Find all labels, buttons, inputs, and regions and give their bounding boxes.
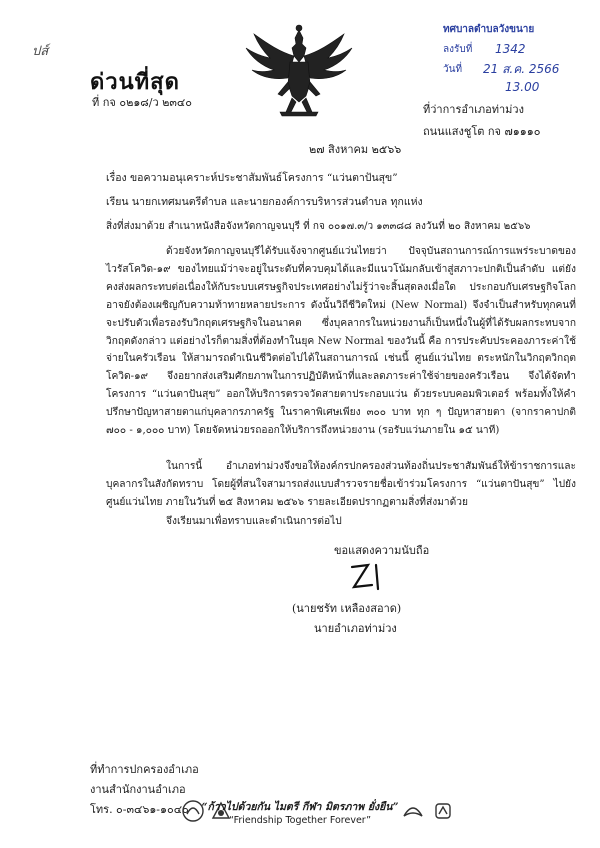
paragraph-1-text: ด้วยจังหวัดกาญจนบุรีได้รับแจ้งจากศูนย์แว่นไทยว่า ปัจจุบันสถานการณ์การแพร่ระบาดของไวรัสโควิด-๑๙ ของไทยแม้ว่าจะอยู่ในระดับที่ควบคุมได้และมีแนวโน้มกลับเข้าสู่สภาวะปกติเป็นลำดับ แต่ยังคงส่งผลกระทบต่อเนื่องให้กับระบบเศรษฐกิจประเทศอย่างไม่รู้ว่าจะสิ้นสุดลงเมื่อใด ประกอบกับเศรษฐกิจโลกอาจยังต้องเผชิญกับความท้าทายหลายประการ ดังนั้นวิถีชีวิตใหม่ (New Normal) จึงจำเป็นสำหรับทุกคนที่จะปรับตัวเพื่อรองรับวิกฤตเศรษฐกิจในอนาคต ซึ่งบุคลากรในหน่วยงานก็เป็นหนึ่งในผู้ที่ได้รับผลกระทบจากวิกฤตดังกล่าว แต่อย่างไรก็ตามสิ่งที่ต้องทำในยุค New Normal ของวันนี้ คือ การประคับประคองภาระค่าใช้จ่ายในครัวเรือน ให้สามารถดำเนินชีวิตต่อไปได้ในสถานการณ์ เช่นนี้ ศูนย์แว่นไทย ตระหนักในวิกฤตวิกฤตโควิด-๑๙ จึงอยากส่งเสริมศักยภาพในการปฏิบัติหน้าที่และลดภาระค่าใช้จ่ายของครัวเรือน จึงได้จัดทำโครงการ “แว่นตาปันสุข” ออกให้บริการตรวจวัดสายตาประกอบแว่น ด้วยระบบคอมพิวเตอร์ พร้อมทั้งให้คำปรึกษาปัญหาสายตาแก่บุคลากรภาครัฐ ในราคาพิเศษเพียง ๓๐๐ บาท ทุก ๆ ปัญหาสายตา (จากราคาปกติ ๗๐๐ - ๑,๐๐๐ บาท) โดยจัดหน่วยรถออกให้บริการถึงหน่วยงาน (รอรับแว่นภายใน ๑๕ นาที) (106, 246, 576, 437)
garuda-emblem (240, 22, 358, 120)
letter-date: ๒๗ สิงหาคม ๒๕๖๖ (309, 143, 402, 156)
sender-phone: โทร. ๐-๓๔๖๑-๑๐๔๐ (90, 803, 189, 816)
signer-block (292, 599, 401, 639)
address-line-1: ที่ว่าการอำเภอท่าม่วง (423, 103, 524, 116)
footer-slogan-english: “Friendship Together Forever” (228, 815, 372, 826)
handwritten-note: ปส์ (32, 44, 49, 59)
enclosure-line: สิ่งที่ส่งมาด้วย สำเนาหนังสือจังหวัดกาญจนบุรี ที่ กจ ๐๐๑๗.๓/ว ๑๓๓๘๘ ลงวันที่ ๒๐ สิงหาคม ๒๕๖๖ (106, 221, 531, 232)
subject-line: เรื่อง ขอความอนุเคราะห์ประชาสัมพันธ์โครงการ “แว่นตาปันสุข” (106, 172, 398, 184)
body-paragraph-3 (106, 513, 576, 531)
stamp-date-value: 21 ส.ค. 2566 (483, 62, 560, 76)
stamp-time-value: 13.00 (505, 80, 540, 94)
stamp-recv-no: 1342 (495, 42, 526, 56)
handwritten-signature (346, 561, 398, 591)
recipient-line: เรียน นายกเทศมนตรีตำบล และนายกองค์การบริหารส่วนตำบล ทุกแห่ง (106, 196, 423, 208)
sender-unit: งานสำนักงานอำเภอ (90, 783, 186, 796)
stamp-recv-label: ลงรับที่ (443, 44, 473, 55)
paragraph-3-text: จึงเรียนมาเพื่อทราบและดำเนินการต่อไป (166, 516, 342, 527)
sender-office: ที่ทำการปกครองอำเภอ (90, 763, 199, 776)
address-line-2: ถนนแสงชูโต กจ ๗๑๑๑๐ (423, 125, 541, 138)
signer-position: นายอำเภอท่าม่วง (314, 622, 397, 635)
signer-name: (นายชรัท เหลืองสอาด) (292, 602, 402, 615)
footer-slogan-thai: “ก้าวไปด้วยกัน ไมตรี กีฬา มิตรภาพ ยั่งยืน” (201, 801, 399, 813)
address-block (423, 99, 583, 143)
stamp-title: ทศบาลตำบลวังขนาย (443, 24, 535, 35)
closing-phrase: ขอแสดงความนับถือ (334, 544, 430, 557)
body-paragraph-2 (106, 458, 576, 512)
paragraph-2-text: ในการนี้ อำเภอท่าม่วงจึงขอให้องค์กรปกครองส่วนท้องถิ่นประชาสัมพันธ์ให้ข้าราชการและบุคลากรในสังกัดทราบ โดยผู้ที่สนใจสามารถส่งแบบสำรวจรายชื่อเข้าร่วมโครงการ “แว่นตาปันสุข” ไปยังศูนย์แว่นไทย ภายในวันที่ ๒๕ สิงหาคม ๒๕๖๖ รายละเอียดปรากฏตามสิ่งที่ส่งมาด้วย (106, 461, 576, 508)
document-number: ที่ กจ ๐๒๑๘/ว ๒๓๔๐ (92, 96, 192, 109)
stamp-date-label: วันที่ (443, 64, 463, 75)
urgent-label: ด่วนที่สุด (90, 69, 180, 95)
received-stamp (443, 20, 578, 106)
body-paragraph-1 (106, 243, 576, 440)
